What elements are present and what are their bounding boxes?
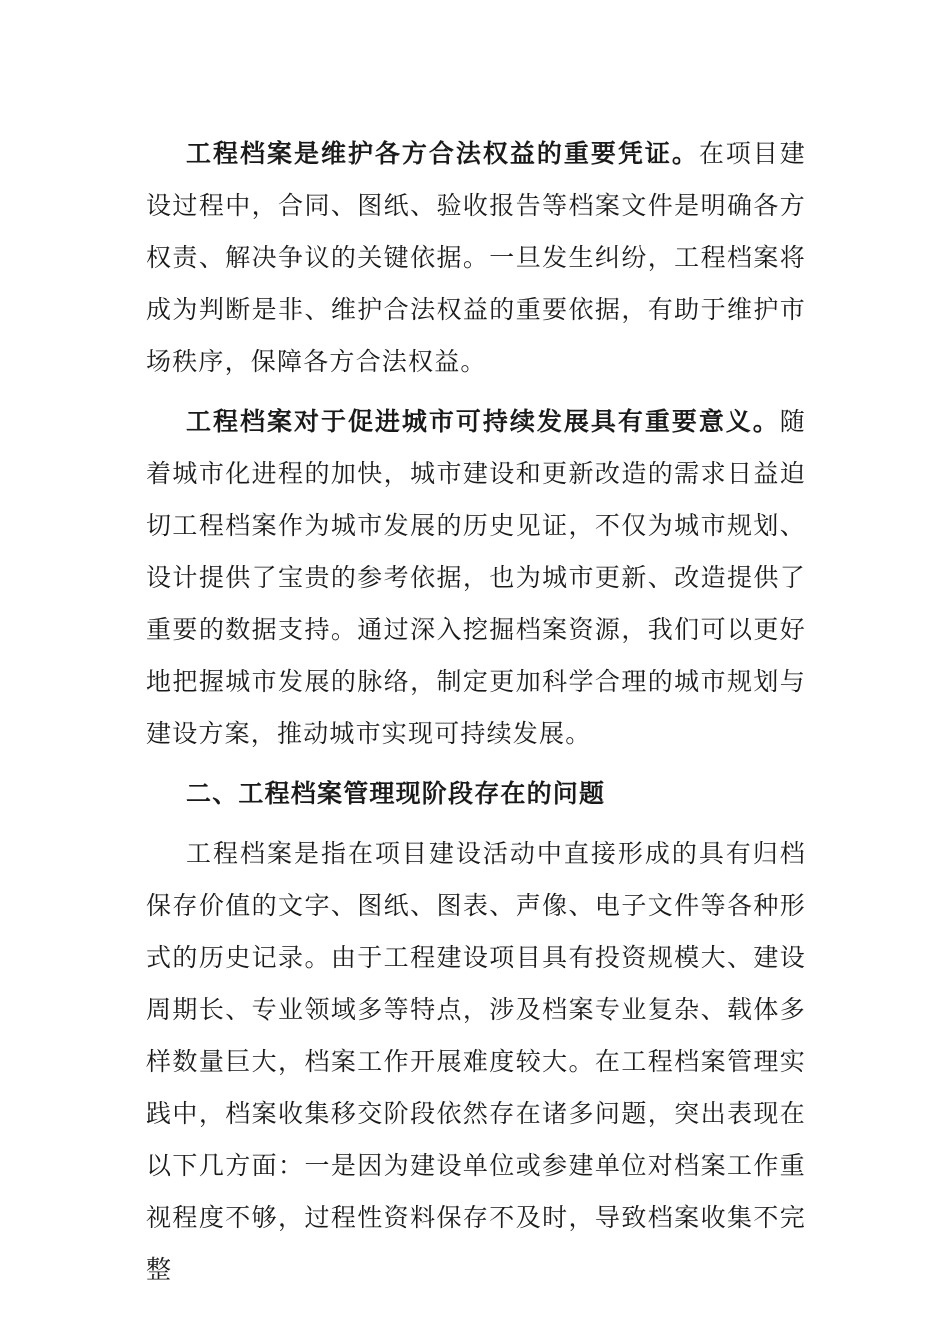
document-body [146, 128, 806, 1296]
paragraph-lead: 工程档案是维护各方合法权益的重要凭证。 [186, 139, 699, 168]
paragraph-text: 工程档案是指在项目建设活动中直接形成的具有归档保存价值的文字、图纸、图表、声像、电子文件等各种形式的历史记录。由于工程建设项目具有投资规模大、建设周期长、专业领域多等特点，涉及档案专业复杂、载体多样数量巨大，档案工作开展难度较大。在工程档案管理实践中，档案收集移交阶段依然存在诸多问题，突出表现在以下几方面：一是因为建设单位或参建单位对档案工作重视程度不够，过程性资料保存不及时，导致档案收集不完整 [146, 839, 806, 1284]
paragraph-lead: 工程档案对于促进城市可持续发展具有重要意义。 [186, 407, 780, 436]
paragraph-legal-rights [146, 128, 806, 388]
paragraph-sustainable-development [146, 396, 806, 760]
paragraph-text: 在项目建设过程中，合同、图纸、验收报告等档案文件是明确各方权责、解决争议的关键依据。一旦发生纠纷，工程档案将成为判断是非、维护合法权益的重要依据，有助于维护市场秩序，保障各方合法权益。 [146, 139, 806, 376]
paragraph-problems [146, 828, 806, 1296]
paragraph-text: 随着城市化进程的加快，城市建设和更新改造的需求日益迫切工程档案作为城市发展的历史见证，不仅为城市规划、设计提供了宝贵的参考依据，也为城市更新、改造提供了重要的数据支持。通过深入挖掘档案资源，我们可以更好地把握城市发展的脉络，制定更加科学合理的城市规划与建设方案，推动城市实现可持续发展。 [146, 407, 806, 748]
section-heading: 二、工程档案管理现阶段存在的问题 [186, 779, 606, 808]
